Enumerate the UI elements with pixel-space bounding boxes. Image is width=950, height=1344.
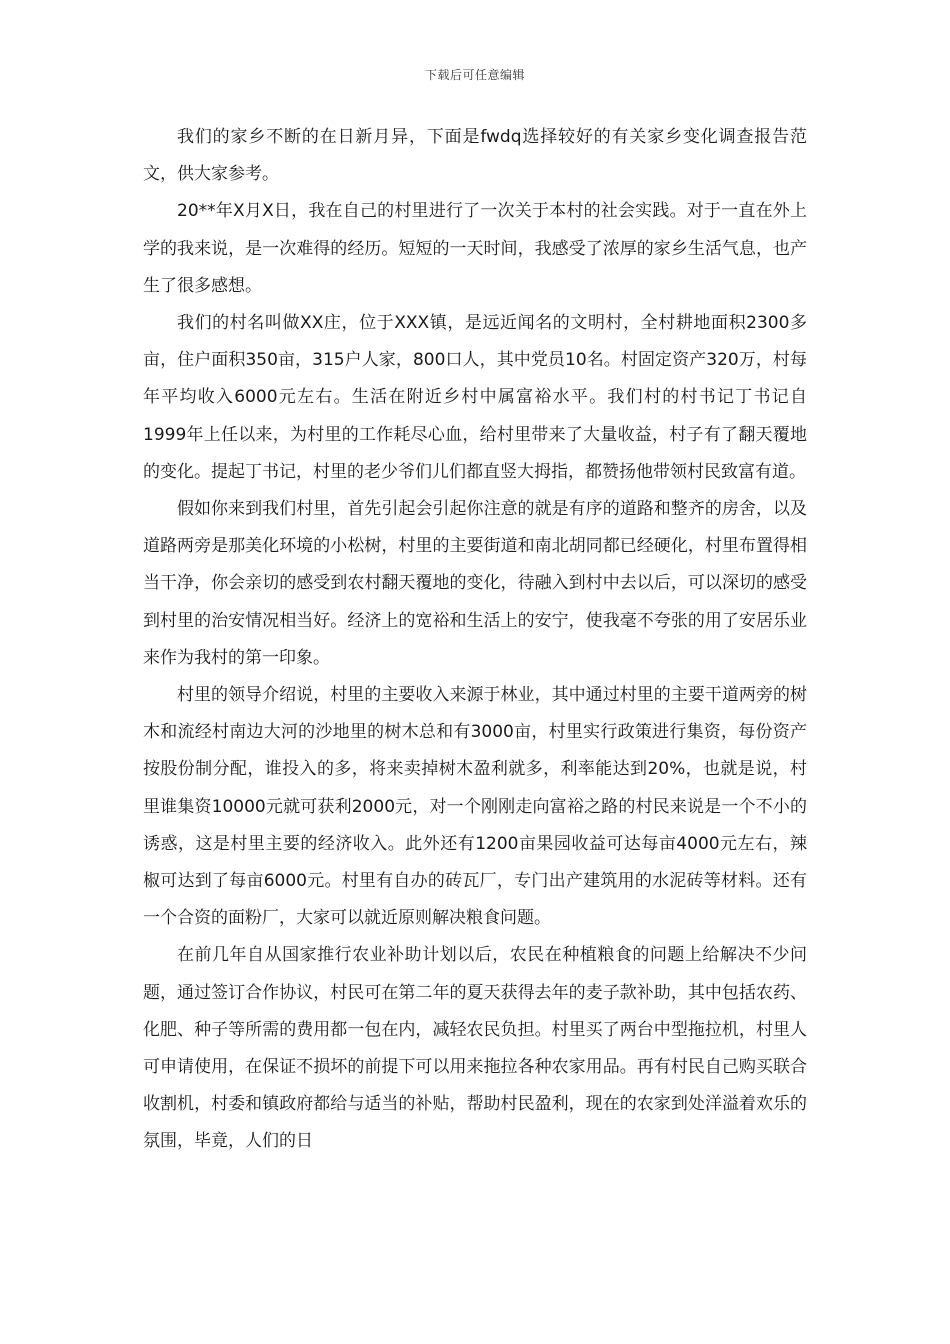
paragraph: 20**年X月X日，我在自己的村里进行了一次关于本村的社会实践。对于一直在外上学的我来说，是一次难得的经历。短短的一天时间，我感受了浓厚的家乡生活气息，也产生了很多感想。 — [143, 201, 807, 296]
paragraph: 我们的家乡不断的在日新月异，下面是fwdq选择较好的有关家乡变化调查报告范文，供大家参考。 — [143, 127, 807, 185]
paragraph: 在前几年自从国家推行农业补助计划以后，农民在种植粮食的问题上给解决不少问题，通过签订合作协议，村民可在第二年的夏天获得去年的麦子款补助，其中包括农药、化肥、种子等所需的费用都一包在内，减轻农民负担。村里买了两台中型拖拉机，村里人可申请使用，在保证不损坏的前提下可以用来拖拉各种农家用品。再有村民自己购买联合收割机，村委和镇政府都给与适当的补贴，帮助村民盈利，现在的农家到处洋溢着欢乐的氛围，毕竟，人们的日 — [143, 945, 807, 1152]
paragraph: 村里的领导介绍说，村里的主要收入来源于林业，其中通过村里的主要干道两旁的树木和流经村南边大河的沙地里的树木总和有3000亩，村里实行政策进行集资，每份资产按股份制分配，谁投入的多，将来卖掉树木盈利就多，利率能达到20%，也就是说，村里谁集资10000元就可获利2000元，对一个刚刚走向富裕之路的村民来说是一个不小的诱惑，这是村里主要的经济收入。此外还有1200亩果园收益可达每亩4000元左右，辣椒可达到了每亩6000元。村里有自办的砖瓦厂，专门出产建筑用的水泥砖等材料。还有一个合资的面粉厂，大家可以就近原则解决粮食问题。 — [143, 685, 807, 929]
header-note: 下载后可任意编辑 — [424, 68, 525, 82]
paragraph: 假如你来到我们村里，首先引起会引起你注意的就是有序的道路和整齐的房舍，以及道路两旁是那美化环境的小松树，村里的主要街道和南北胡同都已经硬化，村里布置得相当干净，你会亲切的感受到农村翻天覆地的变化，待融入到村中去以后，可以深切的感受到村里的治安情况相当好。经济上的宽裕和生活上的安宁，使我毫不夸张的用了安居乐业来作为我村的第一印象。 — [143, 499, 807, 668]
document-body — [143, 119, 807, 1161]
paragraph: 我们的村名叫做XX庄，位于XXX镇，是远近闻名的文明村，全村耕地面积2300多亩，住户面积350亩，315户人家，800口人，其中党员10名。村固定资产320万，村每年平均收入6000元左右。生活在附近乡村中属富裕水平。我们村的村书记丁书记自1999年上任以来，为村里的工作耗尽心血，给村里带来了大量收益，村子有了翻天覆地的变化。提起丁书记，村里的老少爷们儿们都直竖大拇指，都赞扬他带领村民致富有道。 — [143, 313, 807, 482]
